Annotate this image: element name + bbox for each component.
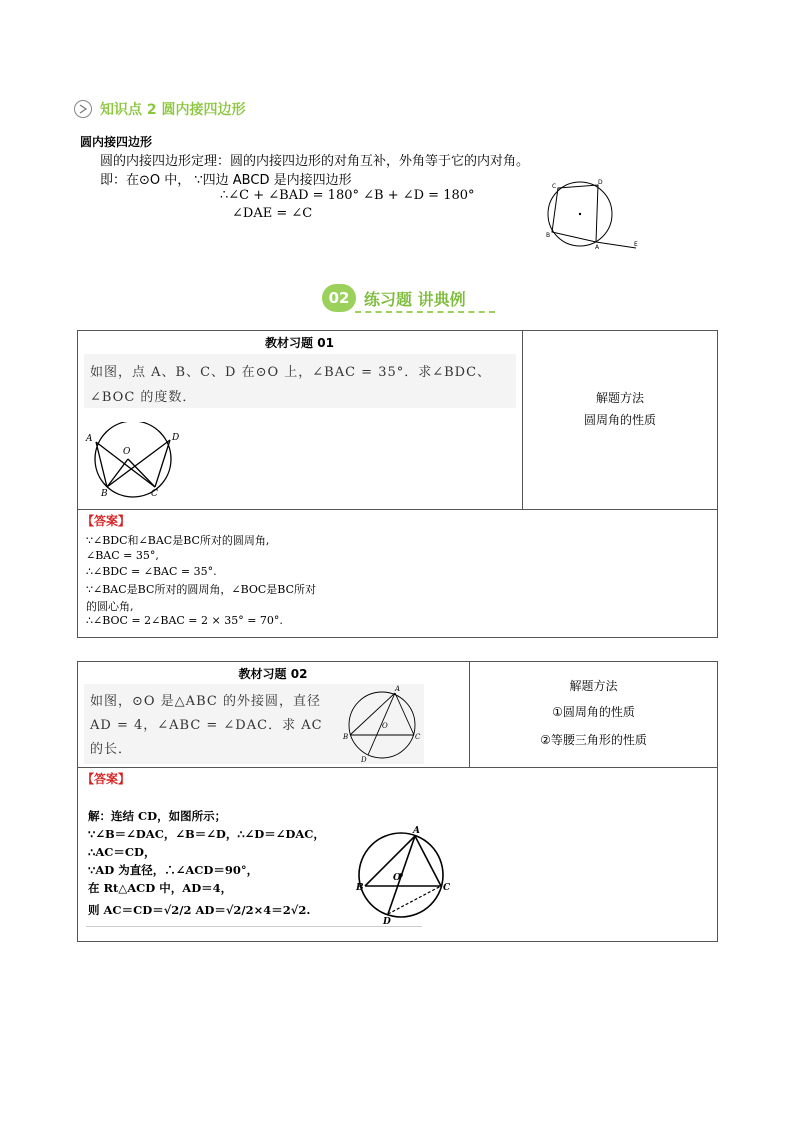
problem1-answer-line: 的圆心角, bbox=[86, 600, 134, 613]
problem2-text-line2: AD = 4，∠ABC = ∠DAC．求 AC bbox=[90, 718, 323, 733]
section-title: 知识点 2 圆内接四边形 bbox=[100, 102, 246, 118]
cyclic-quadrilateral-figure bbox=[540, 176, 644, 256]
problem2-method-1: ①圆周角的性质 bbox=[552, 705, 635, 719]
problem1-answer-line: ∴∠BDC = ∠BAC = 35°. bbox=[86, 565, 217, 578]
problem2-answer-label: 【答案】 bbox=[82, 772, 131, 786]
fig1-label-d: D bbox=[598, 179, 603, 186]
problem1-method-1: 圆周角的性质 bbox=[583, 413, 656, 427]
problem2-solution-line: 则 AC＝CD＝√2/2 AD＝√2/2×4＝2√2. bbox=[88, 903, 311, 917]
fig2-label-b: B bbox=[101, 489, 108, 499]
fig3-label-b: B bbox=[343, 733, 349, 741]
fig1-label-b: B bbox=[546, 232, 551, 239]
fig4-label-o: O bbox=[393, 873, 401, 883]
problem1-answer-line: ∠BAC = 35°, bbox=[86, 549, 159, 562]
fig2-label-a: A bbox=[86, 434, 93, 444]
arrow-circle-icon bbox=[74, 100, 92, 118]
theorem-result-2: ∠DAE = ∠C bbox=[232, 206, 313, 221]
problem2-solution-line: ∴AC＝CD， bbox=[88, 845, 156, 859]
problem1-method-title: 解题方法 bbox=[595, 391, 644, 405]
problem1-text-line1: 如图，点 A、B、C、D 在⊙O 上，∠BAC = 35°．求∠BDC、 bbox=[90, 365, 492, 380]
problem1-answer-line: ∴∠BOC = 2∠BAC = 2 × 35° = 70°. bbox=[86, 614, 283, 627]
fig4-label-b: B bbox=[356, 883, 364, 893]
fig1-label-e: E bbox=[634, 241, 638, 248]
problem2-figure bbox=[340, 683, 424, 765]
theorem-given: 即：在⊙O 中， ∵四边 ABCD 是内接四边形 bbox=[100, 173, 352, 188]
problem1-figure bbox=[82, 422, 186, 502]
problem1-answer-line: ∵∠BAC是BC所对的圆周角，∠BOC是BC所对 bbox=[86, 583, 317, 596]
problem2-solution-line: ∵∠B＝∠DAC，∠B＝∠D，∴∠D＝∠DAC， bbox=[88, 827, 325, 841]
section-heading bbox=[74, 96, 246, 122]
fig1-label-c: C bbox=[552, 183, 557, 190]
fig2-label-c: C bbox=[151, 489, 158, 499]
banner-text: 练习题 讲典例 bbox=[364, 289, 466, 309]
fig4-label-c: C bbox=[443, 883, 451, 893]
problem1-answer-line: ∵∠BDC和∠BAC是BC所对的圆周角, bbox=[86, 534, 270, 547]
problem2-text-line3: 的长． bbox=[90, 742, 133, 757]
theorem-result-1: ∴∠C + ∠BAD = 180° ∠B + ∠D = 180° bbox=[220, 188, 475, 203]
theorem-statement: 圆的内接四边形定理：圆的内接四边形的对角互补，外角等于它的内对角。 bbox=[100, 154, 530, 169]
problem2-row-divider bbox=[77, 767, 718, 768]
banner-number: 02 bbox=[322, 284, 356, 312]
knowledge-heading: 圆内接四边形 bbox=[80, 135, 153, 149]
problem2-method-title: 解题方法 bbox=[569, 679, 618, 693]
problem1-text-line2: ∠BOC 的度数． bbox=[90, 390, 197, 405]
problem2-solution-line: ∵AD 为直径，∴∠ACD＝90°， bbox=[88, 863, 259, 877]
practice-banner bbox=[322, 284, 466, 312]
problem2-solution-line: 在 Rt△ACD 中，AD＝4， bbox=[88, 881, 233, 895]
solution-figure bbox=[355, 820, 459, 926]
fig2-label-o: O bbox=[123, 447, 131, 457]
problem2-method-2: ②等腰三角形的性质 bbox=[540, 733, 647, 747]
fig3-label-c: C bbox=[415, 733, 421, 741]
fig2-label-d: D bbox=[172, 433, 180, 443]
fig3-label-o: O bbox=[382, 722, 388, 730]
fig3-label-d: D bbox=[361, 756, 367, 764]
fig1-label-a: A bbox=[595, 244, 600, 251]
solution-underline bbox=[86, 926, 422, 927]
problem1-row-divider bbox=[77, 509, 718, 510]
problem1-answer-label: 【答案】 bbox=[82, 514, 131, 528]
fig4-label-d: D bbox=[383, 917, 391, 926]
fig4-label-a: A bbox=[413, 826, 420, 836]
problem1-title: 教材习题 01 bbox=[265, 336, 334, 350]
fig3-label-a: A bbox=[395, 685, 401, 693]
problem2-title: 教材习题 02 bbox=[238, 667, 308, 681]
problem2-text-line1: 如图，⊙O 是△ABC 的外接圆，直径 bbox=[90, 694, 321, 709]
problem2-solution-line: 解：连结 CD，如图所示； bbox=[88, 809, 227, 823]
banner-underline bbox=[355, 311, 495, 313]
